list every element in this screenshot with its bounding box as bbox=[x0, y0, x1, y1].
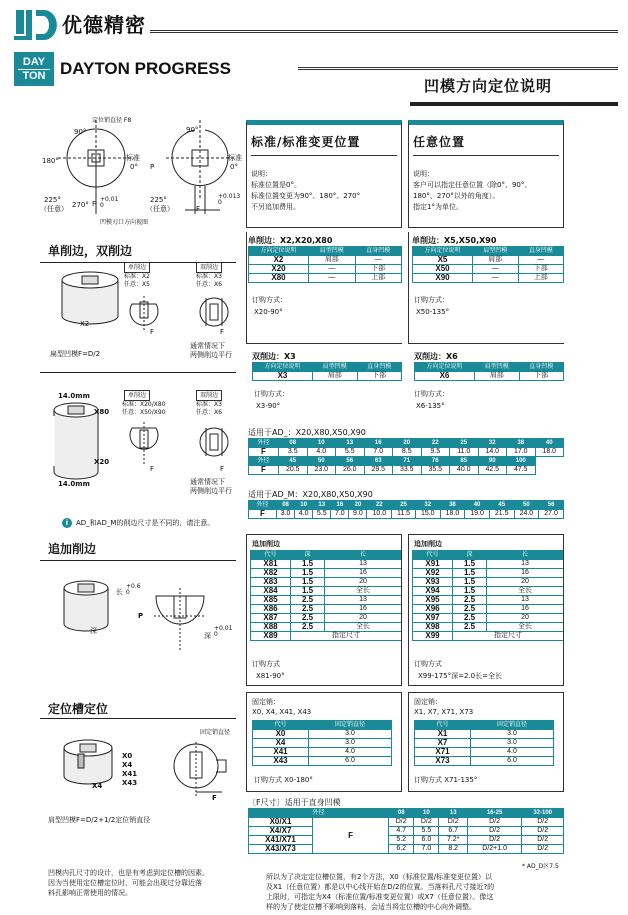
std-box-lines: 说明： 标准位置是0°。 标准位置变更为90°、180°、270° 不另追加费用。 bbox=[251, 170, 361, 211]
angle-225-right: 225° bbox=[150, 196, 167, 204]
single-any-order-ex: X50-135° bbox=[416, 308, 450, 316]
info-text: AD_和AD_M的削边尺寸是不同的，请注意。 bbox=[76, 519, 215, 527]
depth-label-2: 深 bbox=[204, 632, 211, 640]
std-box-title: 标准/标准变更位置 bbox=[251, 135, 361, 149]
slot-x43: X43 bbox=[122, 779, 138, 787]
footer-left: 凹模内孔尺寸的设计，也是有考虑到定位槽的因素。 因为当使用定位槽定位时，可能会出现过分靠近落 料孔影响正常使用的情况。 bbox=[48, 869, 209, 897]
add-any-order: 订购方式 bbox=[414, 660, 442, 668]
single-any-head: 单削边：X5,X50,X90 bbox=[412, 236, 497, 245]
mm-s-std: 标准：X20/X80 bbox=[122, 401, 166, 408]
d-any: 任意：X6 bbox=[196, 281, 222, 288]
double-any-table: 方向定位说明 肩型凹模 直身凹模 X6 肩部 下部 bbox=[414, 362, 564, 381]
single-std-order: 订购方式： bbox=[252, 296, 287, 304]
len-tol: +0.6 0 bbox=[126, 583, 141, 596]
add-any-head: 追加削边 bbox=[414, 540, 442, 548]
orientation-diagram bbox=[40, 114, 240, 234]
mm-d-any: 任意：X6 bbox=[196, 409, 222, 416]
page-title: 凹模方向定位说明 bbox=[424, 77, 553, 95]
single-any-table: 方向定位说明 肩型凹模 直身凹模 X5 肩部 — X50 — 下部 X90 — 上部 bbox=[412, 246, 564, 283]
add-cut-view bbox=[150, 586, 210, 656]
std-box bbox=[246, 120, 402, 228]
slot-note: 肩型凹模F=D/2+1/2定位销直径 bbox=[48, 816, 151, 824]
any-box-title: 任意位置 bbox=[413, 135, 466, 149]
single-std-border bbox=[246, 232, 402, 344]
f-single: F bbox=[150, 328, 155, 336]
add-std-border bbox=[246, 534, 402, 686]
add-any-table: 代号 深 长 X91 1.5 13 X92 1.5 16 X93 1.5 20 X94 1.5 全长 X95 2.5 13 X96 2.5 16 X97 2.5 20 X98 2.5 全长 X99 指定尺寸 bbox=[412, 550, 564, 641]
zero-left: 0° bbox=[130, 163, 138, 171]
header-rule-mid bbox=[298, 67, 618, 70]
single-btn-2: 单削边 bbox=[124, 390, 150, 401]
double-btn: 双削边 bbox=[196, 262, 222, 273]
mm-f-single: F bbox=[150, 465, 155, 473]
x20-label: X20 bbox=[94, 458, 110, 466]
s-std: 标准：X2 bbox=[124, 273, 150, 280]
mm-bottom: 14.0mm bbox=[58, 480, 90, 488]
pin-any-order: 订购方式 X71-135° bbox=[414, 776, 478, 784]
slot-view bbox=[166, 740, 236, 800]
single-cut-view bbox=[126, 292, 162, 336]
pin-any-head1: 固定销： bbox=[414, 698, 442, 706]
brand-cn: 优德精密 bbox=[62, 13, 146, 37]
f-left: F bbox=[92, 200, 97, 208]
any-box bbox=[408, 120, 564, 228]
single-any-order: 订购方式： bbox=[414, 296, 449, 304]
brand-en: DAYTON PROGRESS bbox=[60, 59, 231, 78]
single-std-order-ex: X20-90° bbox=[254, 308, 283, 316]
note-usual-2: 两侧削边平行 bbox=[190, 351, 232, 359]
double-std-order-ex: X3-90° bbox=[256, 402, 281, 410]
tol-right: +0.013 0 bbox=[218, 193, 241, 206]
f-double: F bbox=[220, 328, 225, 336]
add-cut-cylinder bbox=[56, 578, 116, 638]
single-any-border bbox=[408, 232, 564, 344]
opt-left: （任意） bbox=[40, 205, 68, 213]
opt-right: （任意） bbox=[146, 205, 174, 213]
mm-rule bbox=[40, 372, 236, 373]
slot-x4-cyl: X4 bbox=[92, 782, 103, 790]
pin-any-table: 代号 固定销直径 X1 3.0 X7 3.0 X71 4.0 X73 6.0 bbox=[414, 720, 554, 766]
pin-any-border bbox=[408, 692, 564, 792]
double-std-head: 双削边：X3 bbox=[252, 352, 296, 361]
angle-180: 180° bbox=[42, 157, 59, 165]
double-std-table: 方向定位说明 肩型凹模 直身凹模 X3 肩部 下部 bbox=[252, 362, 402, 381]
tol-left: +0.01 0 bbox=[100, 196, 119, 209]
ad-table: 外径 08 10 13 16 20 22 25 32 38 40 F 3.5 4.0 5.5 7.0 8.5 9.5 11.0 14.0 17.0 18.0 外径 45 50 56 63 71 76 85 90 100 F 20.5 23.0 26.0 29.5 33.5 35.5 40.0 42.5 47.5 bbox=[248, 438, 564, 475]
pin-std-border bbox=[246, 692, 402, 792]
pin-std-order: 订购方式 X0-180° bbox=[254, 776, 313, 784]
depth-tol: +0.01 0 bbox=[214, 625, 233, 638]
info-icon: i bbox=[62, 518, 72, 528]
slot-x41: X41 bbox=[122, 770, 138, 778]
add-cut-title: 追加削边 bbox=[48, 542, 97, 556]
pin-any-head2: X1, X7, X71, X73 bbox=[414, 708, 474, 716]
pin-std-head2: X0, X4, X41, X43 bbox=[252, 708, 312, 716]
depth-label: 深 bbox=[90, 627, 97, 635]
slot-x4: X4 bbox=[122, 761, 133, 769]
slot-cylinder bbox=[58, 736, 118, 792]
std-right: 标准 bbox=[228, 154, 242, 162]
d-std: 标准：X3 bbox=[196, 273, 222, 280]
angle-225-left: 225° bbox=[44, 196, 61, 204]
x80-label: X80 bbox=[94, 408, 110, 416]
pin-std-head1: 固定销： bbox=[252, 698, 280, 706]
f-right: F bbox=[196, 205, 201, 213]
x2-label: X2 bbox=[80, 320, 90, 328]
double-btn-2: 双削边 bbox=[196, 390, 222, 401]
note-flat: 扁型凹模F=D/2 bbox=[50, 350, 101, 358]
single-std-table: 方向定位说明 肩型凹模 直身凹模 X2 肩部 — X20 — 下部 X80 — 上部 bbox=[248, 246, 402, 283]
zero-right: 0° bbox=[230, 163, 238, 171]
pin-std-table: 代号 固定销直径 X0 3.0 X4 3.0 X41 4.0 X43 6.0 bbox=[252, 720, 392, 766]
double-cut-view-2 bbox=[196, 420, 232, 472]
slot-title: 定位槽定位 bbox=[48, 702, 109, 716]
f-table: 外径 08 10 13 16-25 32-100 X0/X1 F D/2 D/2 D/2 D/2 D/2 X4/X7 4.7 5.5 6.7 D/2 D/2 X41/X71 5.2 6.0 7.2* D/2 D/2 X43/X73 6.2 7.0 8.2 D/2+1.0 D/2 bbox=[248, 808, 564, 854]
double-std-order: 订购方式： bbox=[254, 390, 289, 398]
double-cut-view bbox=[196, 292, 232, 336]
add-std-table: 代号 深 长 X81 1.5 13 X82 1.5 16 X83 1.5 20 X84 1.5 全长 X85 2.5 13 X86 2.5 16 X87 2.5 20 X88 2.5 全长 X89 指定尺寸 bbox=[250, 550, 402, 641]
single-btn: 单削边 bbox=[124, 262, 150, 273]
slot-rule bbox=[40, 718, 236, 719]
double-any-head: 双削边：X6 bbox=[414, 352, 458, 361]
mm-note-1: 通常情况下 bbox=[190, 478, 225, 486]
mm-d-std: 标准：X3 bbox=[196, 401, 222, 408]
add-std-head: 追加削边 bbox=[252, 540, 280, 548]
add-any-border bbox=[408, 534, 564, 686]
angle-270: 270° bbox=[72, 201, 89, 209]
len-label: 长 bbox=[116, 588, 123, 596]
logo-dayton: DAY TON bbox=[14, 52, 54, 86]
slot-f: F bbox=[212, 794, 217, 802]
header-rule-top bbox=[150, 30, 618, 33]
add-std-order-ex: X81-90° bbox=[256, 672, 285, 680]
any-box-lines: 说明： 客户可以指定任意位置（除0°、90°、 180°、270°以外的角度）。 指定1°为单位。 bbox=[413, 170, 532, 211]
angle-90-right: 90° bbox=[186, 126, 199, 134]
double-any-order-ex: X6-135° bbox=[416, 402, 445, 410]
diagram-caption: 凹模刃口方向视图 bbox=[100, 219, 149, 226]
mm-top: 14.0mm bbox=[58, 392, 90, 400]
s-any: 任意：X5 bbox=[124, 281, 150, 288]
angle-90-left: 90° bbox=[74, 128, 87, 136]
double-any-order: 订购方式： bbox=[414, 390, 449, 398]
single-double-title: 单削边，双削边 bbox=[48, 244, 133, 258]
title-underline bbox=[410, 102, 618, 106]
std-left: 标准 bbox=[126, 154, 140, 162]
slot-pin-label: 固定销直径 bbox=[200, 729, 231, 736]
p-label: P bbox=[150, 163, 155, 171]
adm-table-head: 适用于AD_M：X20,X80,X50,X90 bbox=[248, 490, 373, 499]
adm-table: 外径 08 10 13 16 20 22 25 32 38 40 45 50 56 F 3.0 4.0 5.5 7.0 9.0 10.0 11.5 15.0 18.0 19.0 21.5 24.0 27.0 bbox=[248, 500, 564, 519]
cylinder-x2 bbox=[56, 270, 126, 330]
mm-f-double: F bbox=[220, 465, 225, 473]
note-usual-1: 通常情况下 bbox=[190, 342, 225, 350]
f-table-head: 〔F尺寸〕适用于直身凹模 bbox=[248, 798, 341, 807]
mm-s-any: 任意：X50/X90 bbox=[122, 409, 166, 416]
logo-jd bbox=[14, 8, 58, 46]
add-std-order: 订购方式 bbox=[252, 660, 280, 668]
add-any-order-ex: X99-175°深=2.0长=全长 bbox=[418, 672, 502, 680]
ad-table-head: 适用于AD_：X20,X80,X50,X90 bbox=[248, 428, 366, 437]
f-footnote: * AD_D区7.5 bbox=[522, 863, 559, 870]
slot-x0: X0 bbox=[122, 752, 133, 760]
pin-dia-label: 定位销直径 F8 bbox=[92, 117, 132, 124]
footer-right: 所以为了决定定位槽位置，有2个方法，X0（标准位置/标准变更位置）以 及X1（任意位置）都是以中心线开始在D/2的位置。当落料孔尺寸接近?的 上限时，可指定为X4（标准位置/标准变更位置）或X7（任意位置）。像这 样的为了使定位槽不影响到落料，会适当将定位槽的中心向外调整。 bbox=[266, 873, 495, 911]
p-label-2: P bbox=[138, 612, 144, 620]
mm-note-2: 两侧削边平行 bbox=[190, 487, 232, 495]
add-cut-rule bbox=[40, 560, 236, 561]
single-std-head: 单削边：X2,X20,X80 bbox=[248, 236, 333, 245]
single-cut-view-2 bbox=[126, 420, 162, 472]
